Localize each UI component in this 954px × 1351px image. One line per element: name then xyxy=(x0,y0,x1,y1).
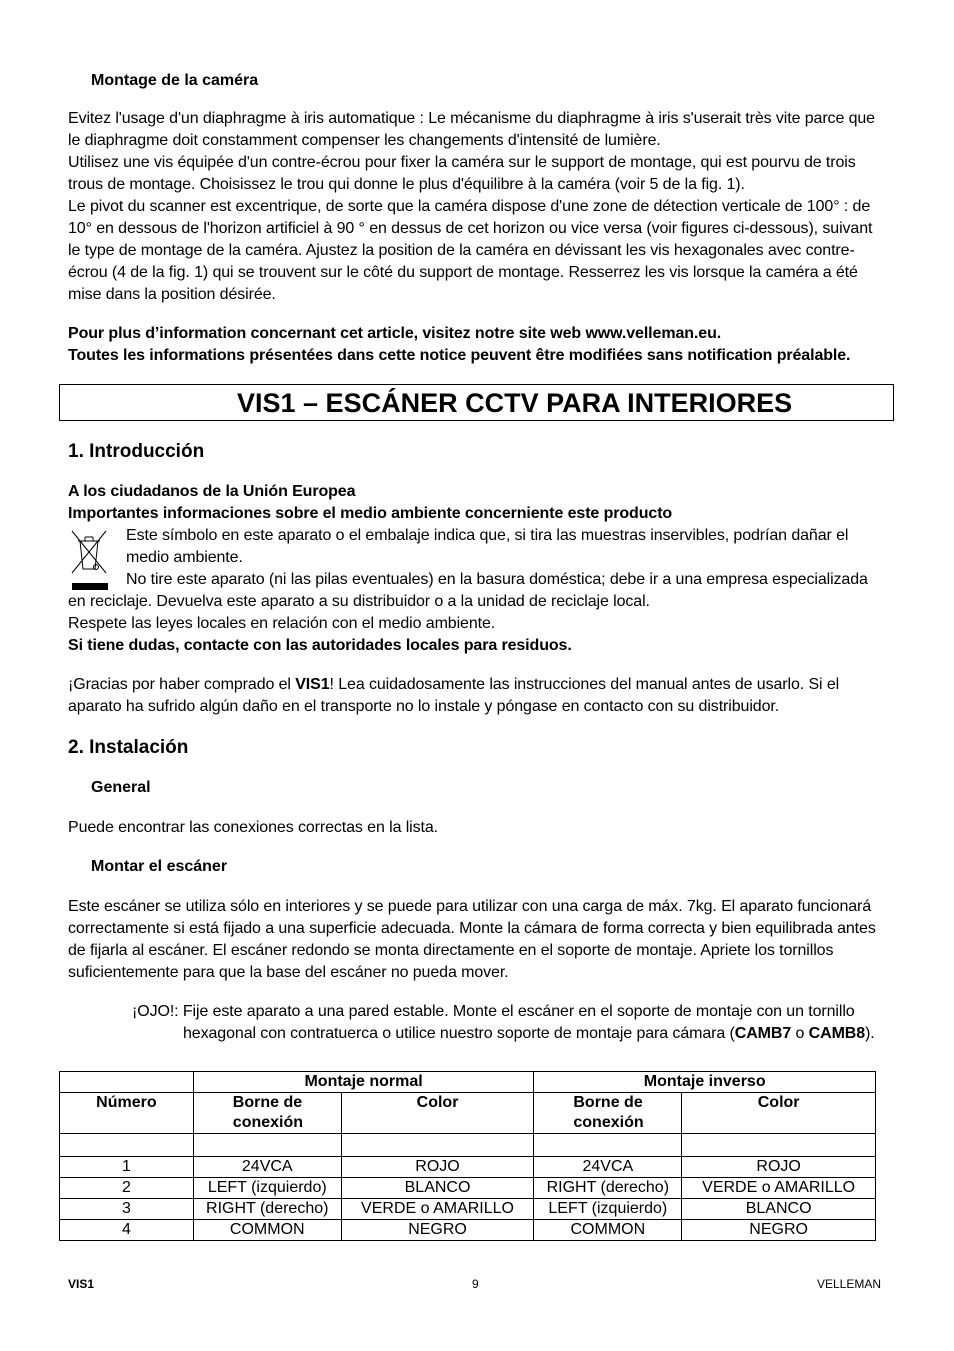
table-cell: VERDE o AMARILLO xyxy=(682,1178,876,1199)
group-normal-header: Montaje normal xyxy=(193,1072,534,1093)
fr-paragraph-1: Evitez l'usage d'un diaphragme à iris automatique : Le mécanisme du diaphragme à iris s'userait très vite parce que le diaphragme doit constamment compenser les changements d'intensité de lumière. xyxy=(68,110,875,149)
table-cell: COMMON xyxy=(193,1220,341,1241)
note-line-2 xyxy=(183,1023,893,1045)
table-cell-blank xyxy=(682,1134,876,1157)
thanks-paragraph xyxy=(68,674,883,718)
note-text-b: hexagonal con contratuerca o utilice nuestro soporte de montaje para cámara ( xyxy=(183,1025,735,1042)
table-cell: COMMON xyxy=(534,1220,682,1241)
footer-brand: VELLEMAN xyxy=(817,1277,882,1291)
footer-page-number: 9 xyxy=(472,1277,479,1291)
thanks-model: VIS1 xyxy=(295,676,330,693)
section-title: VIS1 – ESCÁNER CCTV PARA INTERIORES xyxy=(237,388,793,418)
table-cell: 4 xyxy=(60,1220,194,1241)
table-cell: LEFT (izquierdo) xyxy=(534,1199,682,1220)
table-cell-blank xyxy=(534,1134,682,1157)
weee-text-2: medio ambiente. xyxy=(126,549,243,566)
env-heading: Importantes informaciones sobre el medio ambiente concerniente este producto xyxy=(68,505,673,522)
fr-paragraph-2: Utilisez une vis équipée d'un contre-écrou pour fixer la caméra sur le support de montage, qui est pourvu de trois trous de montage. Choisissez le trou qui donne le plus d'équilibre à la caméra (voir 5 de la fig. 1). xyxy=(68,154,856,193)
col-color-inverse-header: Color xyxy=(682,1093,876,1134)
note-label: ¡OJO!: xyxy=(132,1003,179,1020)
weee-text-5: Respete las leyes locales en relación con el medio ambiente. xyxy=(68,615,496,632)
footer-model: VIS1 xyxy=(68,1277,95,1291)
thanks-text-b: ! Lea cuidadosamente las instrucciones del manual antes de usarlo. Si el aparato ha sufrido algún daño en el transporte no lo instale y póngase en contacto con su distribuidor. xyxy=(68,676,840,715)
table-group-header-row xyxy=(60,1072,876,1093)
col-color-normal-header: Color xyxy=(341,1093,534,1134)
intro-heading: 1. Introducción xyxy=(68,441,205,462)
table-cell: ROJO xyxy=(341,1157,534,1178)
weee-text-4: en reciclaje. Devuelva este aparato a su distribuidor o a la unidad de reciclaje local. xyxy=(68,593,650,610)
general-text: Puede encontrar las conexiones correctas en la lista. xyxy=(68,819,439,836)
table-cell: VERDE o AMARILLO xyxy=(341,1199,534,1220)
weee-text-3: No tire este aparato (ni las pilas eventuales) en la basura doméstica; debe ir a una empresa especializada xyxy=(126,571,868,588)
eu-heading: A los ciudadanos de la Unión Europea xyxy=(68,483,356,500)
group-inverse-header: Montaje inverso xyxy=(534,1072,876,1093)
table-cell: 1 xyxy=(60,1157,194,1178)
fr-paragraph-3: Le pivot du scanner est excentrique, de sorte que la caméra dispose d'une zone de détection verticale de 100° : de 10° en dessous de l'horizon artificiel à 90 ° en dessus de cet horizon ou vice versa (voir figures ci-dessous), suivant le type de montage de la caméra. Ajustez la position de la caméra en dévissant les vis hexagonales avec contre-écrou (4 de la fig. 1) qui se trouvent sur le côté du support de montage. Resserrez les vis lorsque la caméra a été mise dans la position désirée. xyxy=(68,198,873,303)
table-cell-blank xyxy=(193,1134,341,1157)
mount-text: Este escáner se utiliza sólo en interiores y se puede para utilizar con una carga de máx. 7kg. El aparato funcionará correctamente si está fijado a una superficie adecuada. Monte la cámara de forma correcta y bien equilibrada antes de fijarla al escáner. El escáner redondo se monta directamente en el soporte de montaje. Apriete los tornillos suficientemente para que la base del escáner no pueda mover. xyxy=(68,898,876,981)
note-text-o: o xyxy=(791,1025,809,1042)
table-cell: 2 xyxy=(60,1178,194,1199)
general-heading: General xyxy=(91,779,151,796)
table-cell: 3 xyxy=(60,1199,194,1220)
connection-table xyxy=(59,1071,876,1241)
section-title-box xyxy=(59,384,894,421)
mount-heading: Montar el escáner xyxy=(91,858,228,875)
weee-text-1: Este símbolo en este aparato o el embalaje indica que, si tira las muestras inservibles, podrían dañar el xyxy=(126,527,849,544)
note-camb7: CAMB7 xyxy=(734,1025,792,1042)
col-number-header: Número xyxy=(60,1093,194,1134)
note-text-end: ). xyxy=(865,1025,875,1042)
table-cell: RIGHT (derecho) xyxy=(193,1199,341,1220)
table-cell-blank xyxy=(341,1134,534,1157)
col-terminal-normal-header: Borne de conexión xyxy=(193,1093,341,1134)
col-terminal-inverse-header: Borne de conexión xyxy=(534,1093,682,1134)
fr-info-line-1: Pour plus d’information concernant cet article, visitez notre site web www.velleman.eu. xyxy=(68,325,722,342)
table-cell-blank xyxy=(60,1134,194,1157)
table-cell: 24VCA xyxy=(534,1157,682,1178)
fr-info-line-2: Toutes les informations présentées dans cette notice peuvent être modifiées sans notification préalable. xyxy=(68,347,851,364)
table-row xyxy=(60,1178,876,1199)
table-cell: BLANCO xyxy=(682,1199,876,1220)
thanks-text-a: ¡Gracias por haber comprado el xyxy=(68,676,296,693)
table-row xyxy=(60,1220,876,1241)
table-cell: NEGRO xyxy=(682,1220,876,1241)
fr-section-heading: Montage de la caméra xyxy=(91,72,259,89)
table-row xyxy=(60,1199,876,1220)
table-cell: NEGRO xyxy=(341,1220,534,1241)
weee-bin-icon xyxy=(68,527,112,593)
note-line-1 xyxy=(132,1001,892,1023)
doubts-text: Si tiene dudas, contacte con las autoridades locales para residuos. xyxy=(68,637,572,654)
table-cell: BLANCO xyxy=(341,1178,534,1199)
table-cell: 24VCA xyxy=(193,1157,341,1178)
table-column-header-row xyxy=(60,1093,876,1134)
note-text-a: Fije este aparato a una pared estable. Monte el escáner en el soporte de montaje con un tornillo xyxy=(178,1003,855,1020)
table-cell: RIGHT (derecho) xyxy=(534,1178,682,1199)
table-cell: ROJO xyxy=(682,1157,876,1178)
table-row xyxy=(60,1157,876,1178)
note-camb8: CAMB8 xyxy=(808,1025,866,1042)
table-cell: LEFT (izquierdo) xyxy=(193,1178,341,1199)
table-spacer-row xyxy=(60,1134,876,1157)
table-cell-blank xyxy=(60,1072,194,1093)
install-heading: 2. Instalación xyxy=(68,737,189,758)
